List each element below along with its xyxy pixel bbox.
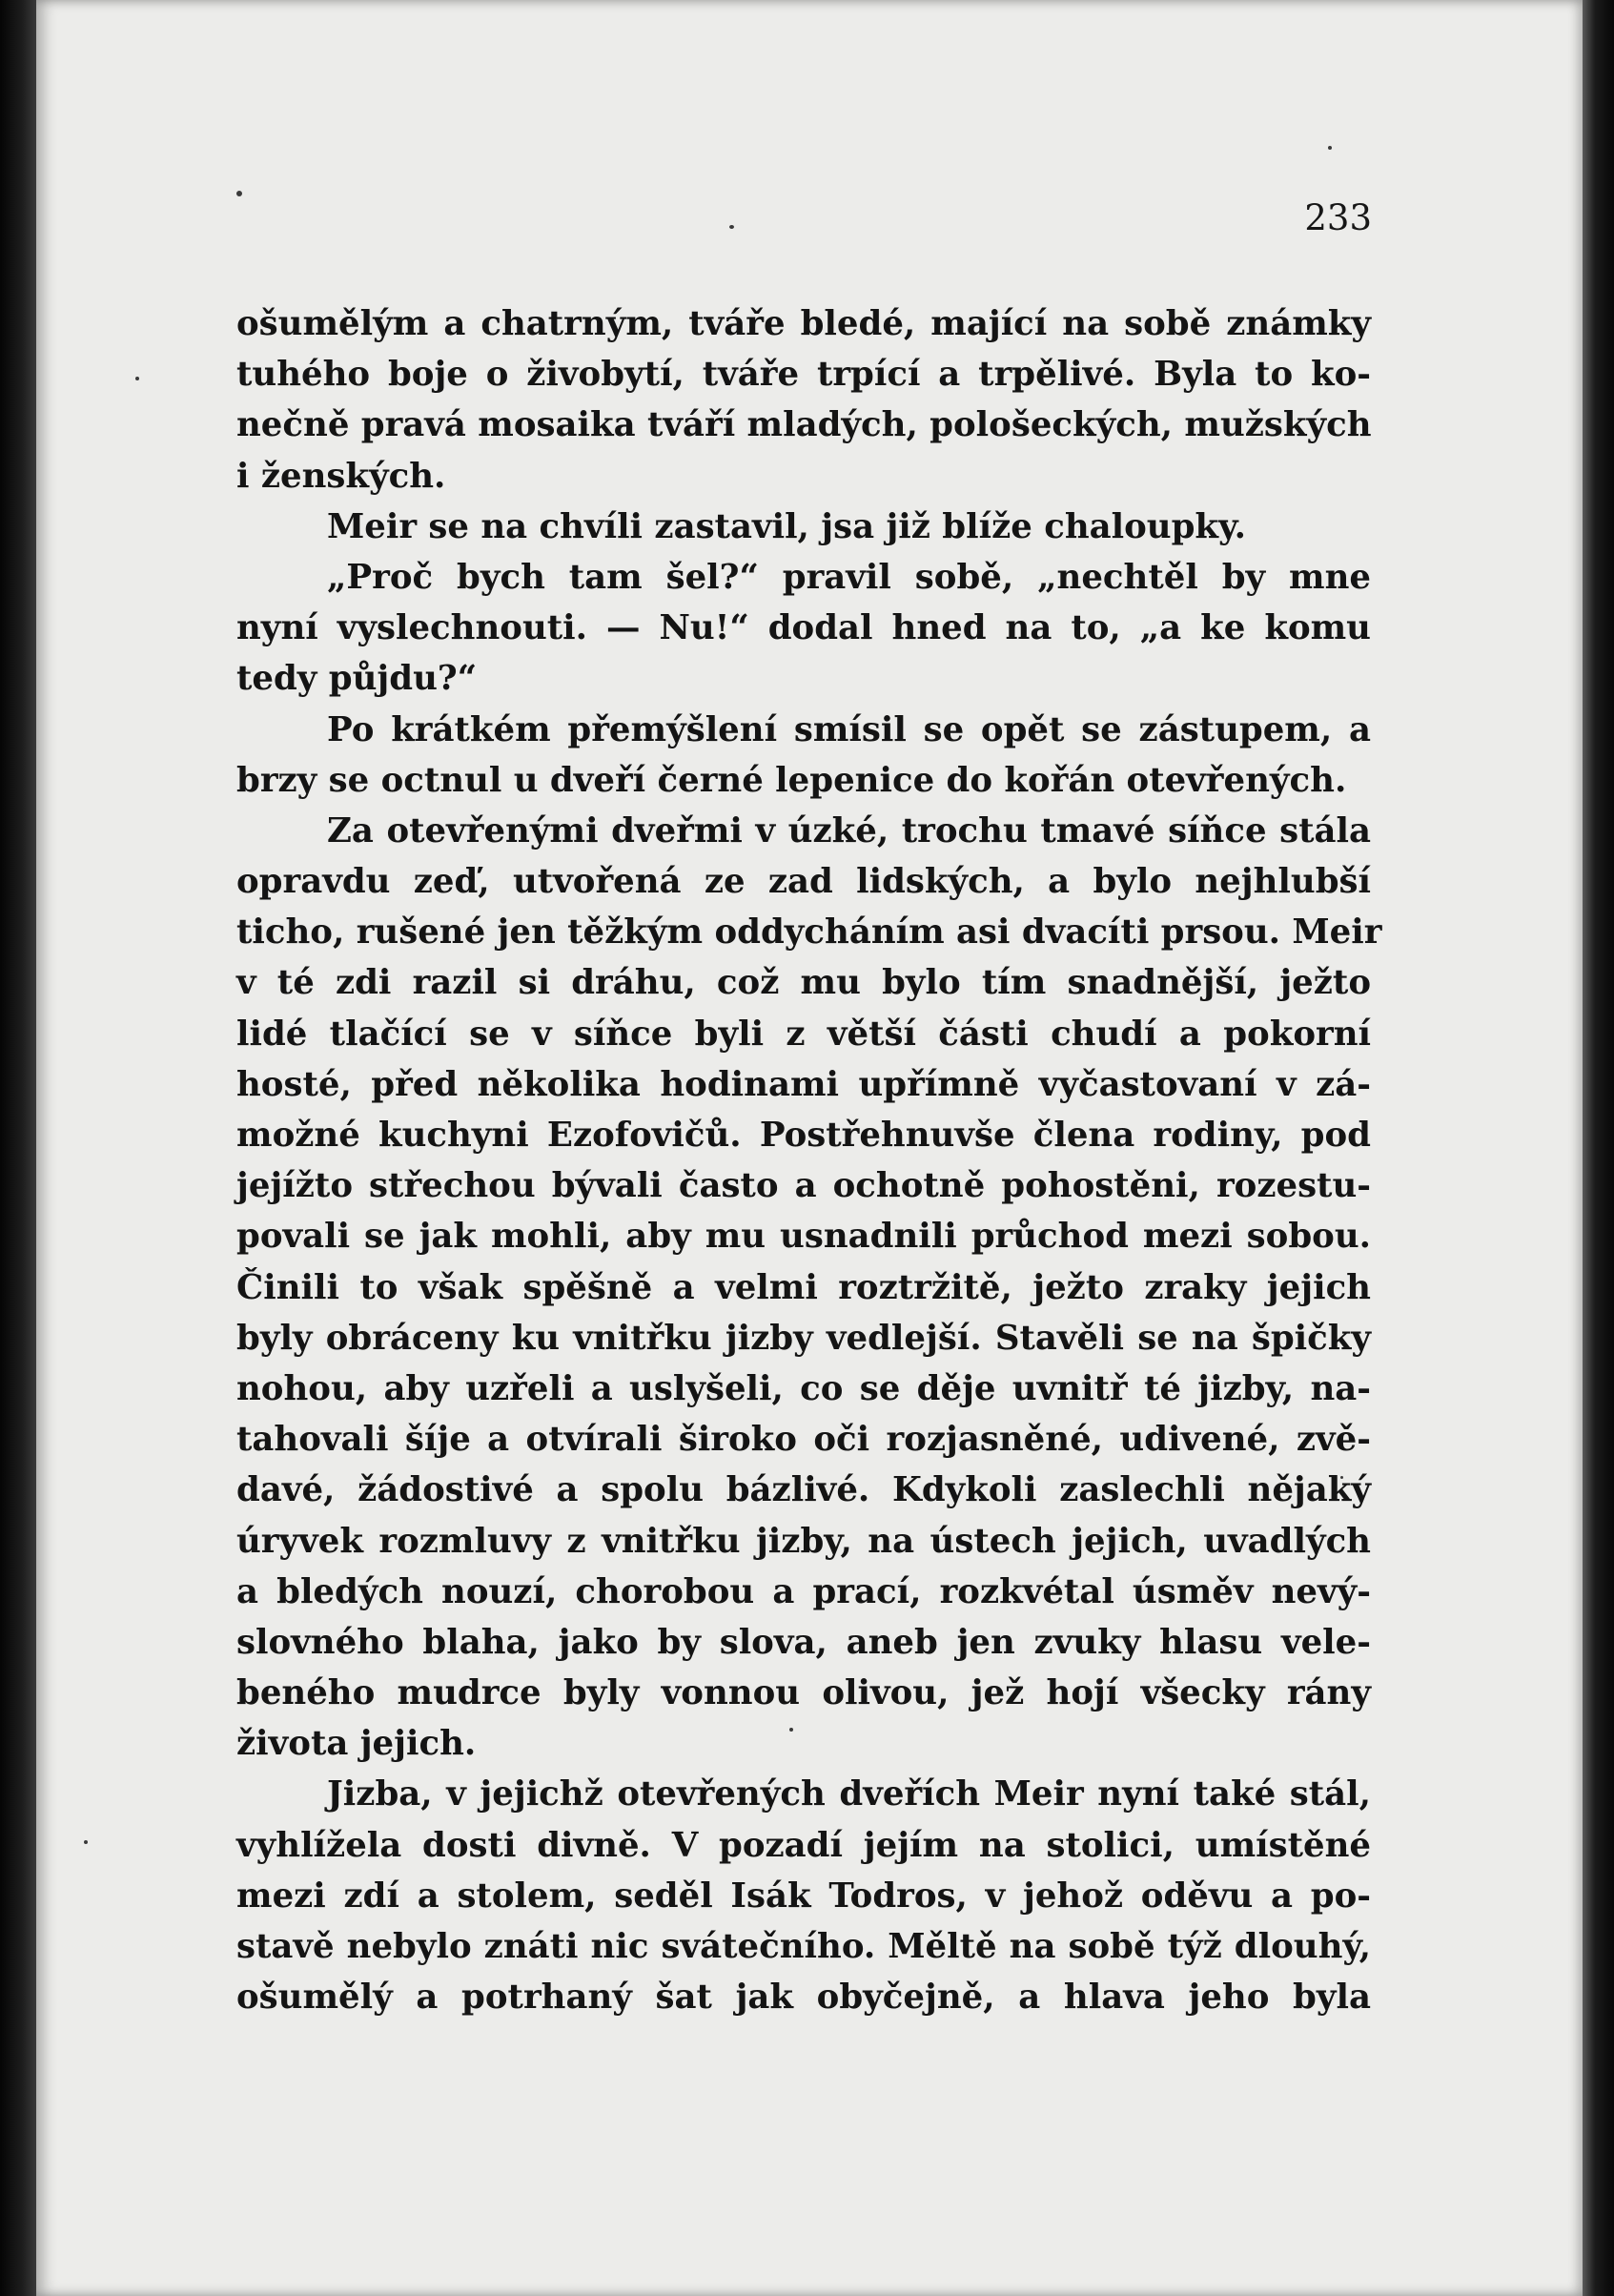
book-page <box>36 0 1583 2296</box>
text-line: brzy se octnul u dveří černé lepenice do kořán otevřených. <box>236 760 1347 800</box>
text-line: byly obráceny ku vnitřku jizby vedlejší. Stavěli se na špičky <box>236 1318 1371 1358</box>
text-line: opravdu zeď, utvořená ze zad lidských, a bylo nejhlubší <box>236 862 1371 902</box>
text-line: davé, žádostivé a spolu bázlivé. Kdykoli zaslechli nějaký <box>236 1470 1371 1510</box>
text-line: ošumělý a potrhaný šat jak obyčejně, a hlava jeho byla <box>236 1978 1371 2018</box>
text-line: Meir se na chvíli zastavil, jsa již blíže chaloupky. <box>327 506 1246 546</box>
text-line: jejížto střechou bývali často a ochotně pohostěni, rozestu- <box>236 1166 1371 1206</box>
text-line: Po krátkém přemýšlení smísil se opět se zástupem, a <box>327 709 1371 749</box>
text-line: „Proč bych tam šel?“ pravil sobě, „nechtěl by mne <box>327 557 1371 597</box>
text-line: tahovali šíje a otvírali široko oči rozjasněné, udivené, zvě- <box>236 1420 1371 1460</box>
text-line: úryvek rozmluvy z vnitřku jizby, na ústech jejich, uvadlých <box>236 1521 1371 1561</box>
page-edge-shadow <box>1583 0 1614 2296</box>
text-line: Za otevřenými dveřmi v úzké, trochu tmavé síňce stála <box>327 810 1371 851</box>
text-line: nečně pravá mosaika tváří mladých, pološeckých, mužských <box>236 405 1372 445</box>
text-line: života jejich. <box>236 1724 477 1764</box>
text-line: v té zdi razil si dráhu, což mu bylo tím snadnější, ježto <box>236 963 1371 1003</box>
text-line: slovného blaha, jako by slova, aneb jen zvuky hlasu vele- <box>236 1622 1371 1662</box>
body-text <box>236 298 1382 2022</box>
text-line: beného mudrce byly vonnou olivou, jež hojí všecky rány <box>236 1673 1371 1713</box>
text-line: mezi zdí a stolem, seděl Isák Todros, v jehož oděvu a po- <box>236 1876 1371 1916</box>
text-line: a bledých nouzí, chorobou a prací, rozkvétal úsměv nevý- <box>236 1571 1371 1611</box>
text-line: nohou, aby uzřeli a uslyšeli, co se děje uvnitř té jizby, na- <box>236 1368 1371 1408</box>
text-line: vyhlížela dosti divně. V pozadí jejím na stolici, umístěné <box>236 1825 1371 1865</box>
book-binding-shadow <box>0 0 36 2296</box>
text-line: hosté, před několika hodinami upřímně vyčastovaní v zá- <box>236 1064 1371 1104</box>
text-line: Jizba, v jejichž otevřených dveřích Meir nyní také stál, <box>327 1774 1371 1814</box>
text-line: stavě nebylo znáti nic svátečního. Měltě na sobě týž dlouhý, <box>236 1927 1371 1966</box>
text-line: povali se jak mohli, aby mu usnadnili průchod mezi sobou. <box>236 1217 1371 1257</box>
text-line: Činili to však spěšně a velmi roztržitě, ježto zraky jejich <box>236 1267 1371 1307</box>
text-line: lidé tlačící se v síňce byli z větší části chudí a pokorní <box>236 1014 1371 1054</box>
text-line: ošumělým a chatrným, tváře bledé, mající na sobě známky <box>236 304 1371 343</box>
text-line: tedy půjdu?“ <box>236 659 478 699</box>
text-line: nyní vyslechnouti. — Nu!“ dodal hned na to, „a ke komu <box>236 608 1371 648</box>
text-line: možné kuchyni Ezofovičů. Postřehnuvše člena rodiny, pod <box>236 1116 1371 1155</box>
text-line: tuhého boje o živobytí, tváře trpící a trpělivé. Byla to ko- <box>236 355 1371 395</box>
text-line: i ženských. <box>236 456 446 496</box>
text-line: ticho, rušené jen těžkým oddycháním asi dvacíti prsou. Meir <box>236 912 1382 953</box>
page-number: 233 <box>1304 197 1372 238</box>
